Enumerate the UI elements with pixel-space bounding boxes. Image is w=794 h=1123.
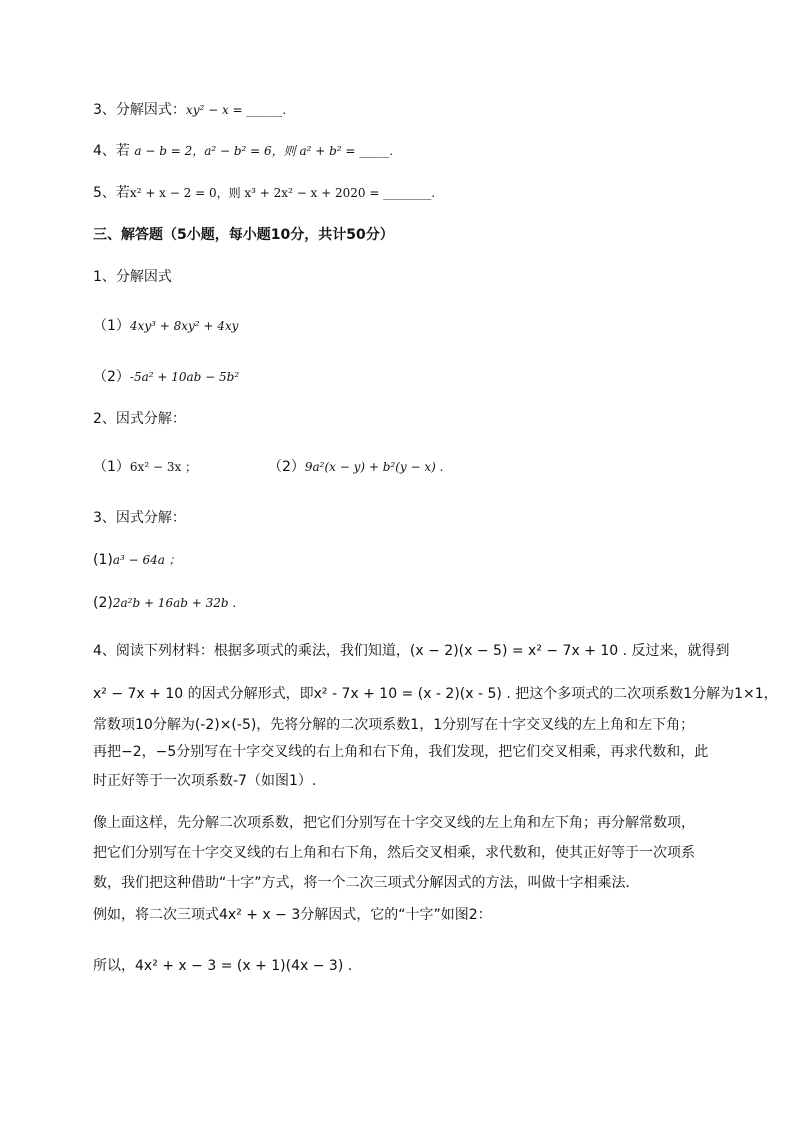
fill-question-4 bbox=[93, 141, 393, 161]
paragraph-cross-method: 像上面这样，先分解二次项系数，把它们分别写在十字交叉线的左上角和左下角；再分解常数项，把它们分别写在十字交叉线的右上角和右下角，然后交叉相乘，求代数和，使其正好等于一次项系数，我们把这种借助“十字”方式，将一个二次三项式分解因式的方法，叫做十字相乘法． bbox=[93, 815, 695, 891]
q1-part2 bbox=[93, 367, 239, 387]
q1-title: 1、分解因式 bbox=[93, 269, 172, 285]
question-prefix: 3、分解因式： bbox=[93, 102, 186, 118]
conclusion-line: 所以，4x² + x − 3 = (x + 1)(4x − 3) . bbox=[93, 958, 353, 974]
question-expression: xy² − x = ______. bbox=[185, 103, 287, 117]
q3-part2 bbox=[93, 593, 236, 613]
question-prefix: 4、若 bbox=[93, 143, 135, 159]
part-label: (1) bbox=[93, 552, 113, 568]
question-expression: a − b = 2，a² − b² = 6，则 a² + b² = _____. bbox=[134, 144, 394, 158]
q4-line-2: x² − 7x + 10 的因式分解形式，即x² - 7x + 10 = (x - 2)(x - 5) . 把这个多项式的二次项系数1分解为1×1， bbox=[93, 686, 778, 702]
part-label: （2） bbox=[93, 369, 130, 385]
section-title: 三、解答题（5小题，每小题10分，共计50分） bbox=[93, 227, 394, 243]
q4-line-5: 时正好等于一次项系数-7（如图1）. bbox=[93, 773, 317, 789]
fill-question-5 bbox=[93, 183, 435, 203]
part-expression: -5a² + 10ab − 5b² bbox=[129, 370, 240, 384]
q1-part1 bbox=[93, 316, 238, 336]
q2-parts bbox=[93, 457, 443, 477]
part-expression: 4xy³ + 8xy² + 4xy bbox=[129, 319, 239, 333]
part-expression: 9a²(x − y) + b²(y − x) . bbox=[304, 460, 444, 474]
part-label: (2) bbox=[93, 595, 113, 611]
q3-title: 3、因式分解： bbox=[93, 510, 186, 526]
q3-part1 bbox=[93, 550, 181, 570]
part-expression: 6x² − 3x ； bbox=[129, 460, 198, 474]
part-label: （1） bbox=[93, 459, 130, 475]
part-expression: 2a²b + 16ab + 32b . bbox=[112, 596, 237, 610]
q4-line-1: 4、阅读下列材料：根据多项式的乘法，我们知道，(x − 2)(x − 5) = x² − 7x + 10 . 反过来，就得到 bbox=[93, 643, 730, 659]
q4-line-3: 常数项10分解为(-2)×(-5)，先将分解的二次项系数1，1分别写在十字交叉线的左上角和左下角； bbox=[93, 717, 695, 733]
part-label: （1） bbox=[93, 318, 130, 334]
question-expression: x² + x − 2 = 0，则 x³ + 2x² − x + 2020 = ________. bbox=[129, 186, 436, 200]
part-expression: a³ − 64a ； bbox=[112, 553, 181, 567]
question-prefix: 5、若 bbox=[93, 185, 130, 201]
q2-title: 2、因式分解： bbox=[93, 411, 186, 427]
part-label: （2） bbox=[267, 459, 305, 475]
example-line: 例如，将二次三项式4x² + x − 3分解因式，它的“十字”如图2： bbox=[93, 907, 492, 923]
q4-line-4: 再把−2，−5分别写在十字交叉线的右上角和右下角，我们发现，把它们交叉相乘，再求代数和，此 bbox=[93, 744, 709, 760]
fill-question-3 bbox=[93, 100, 286, 120]
